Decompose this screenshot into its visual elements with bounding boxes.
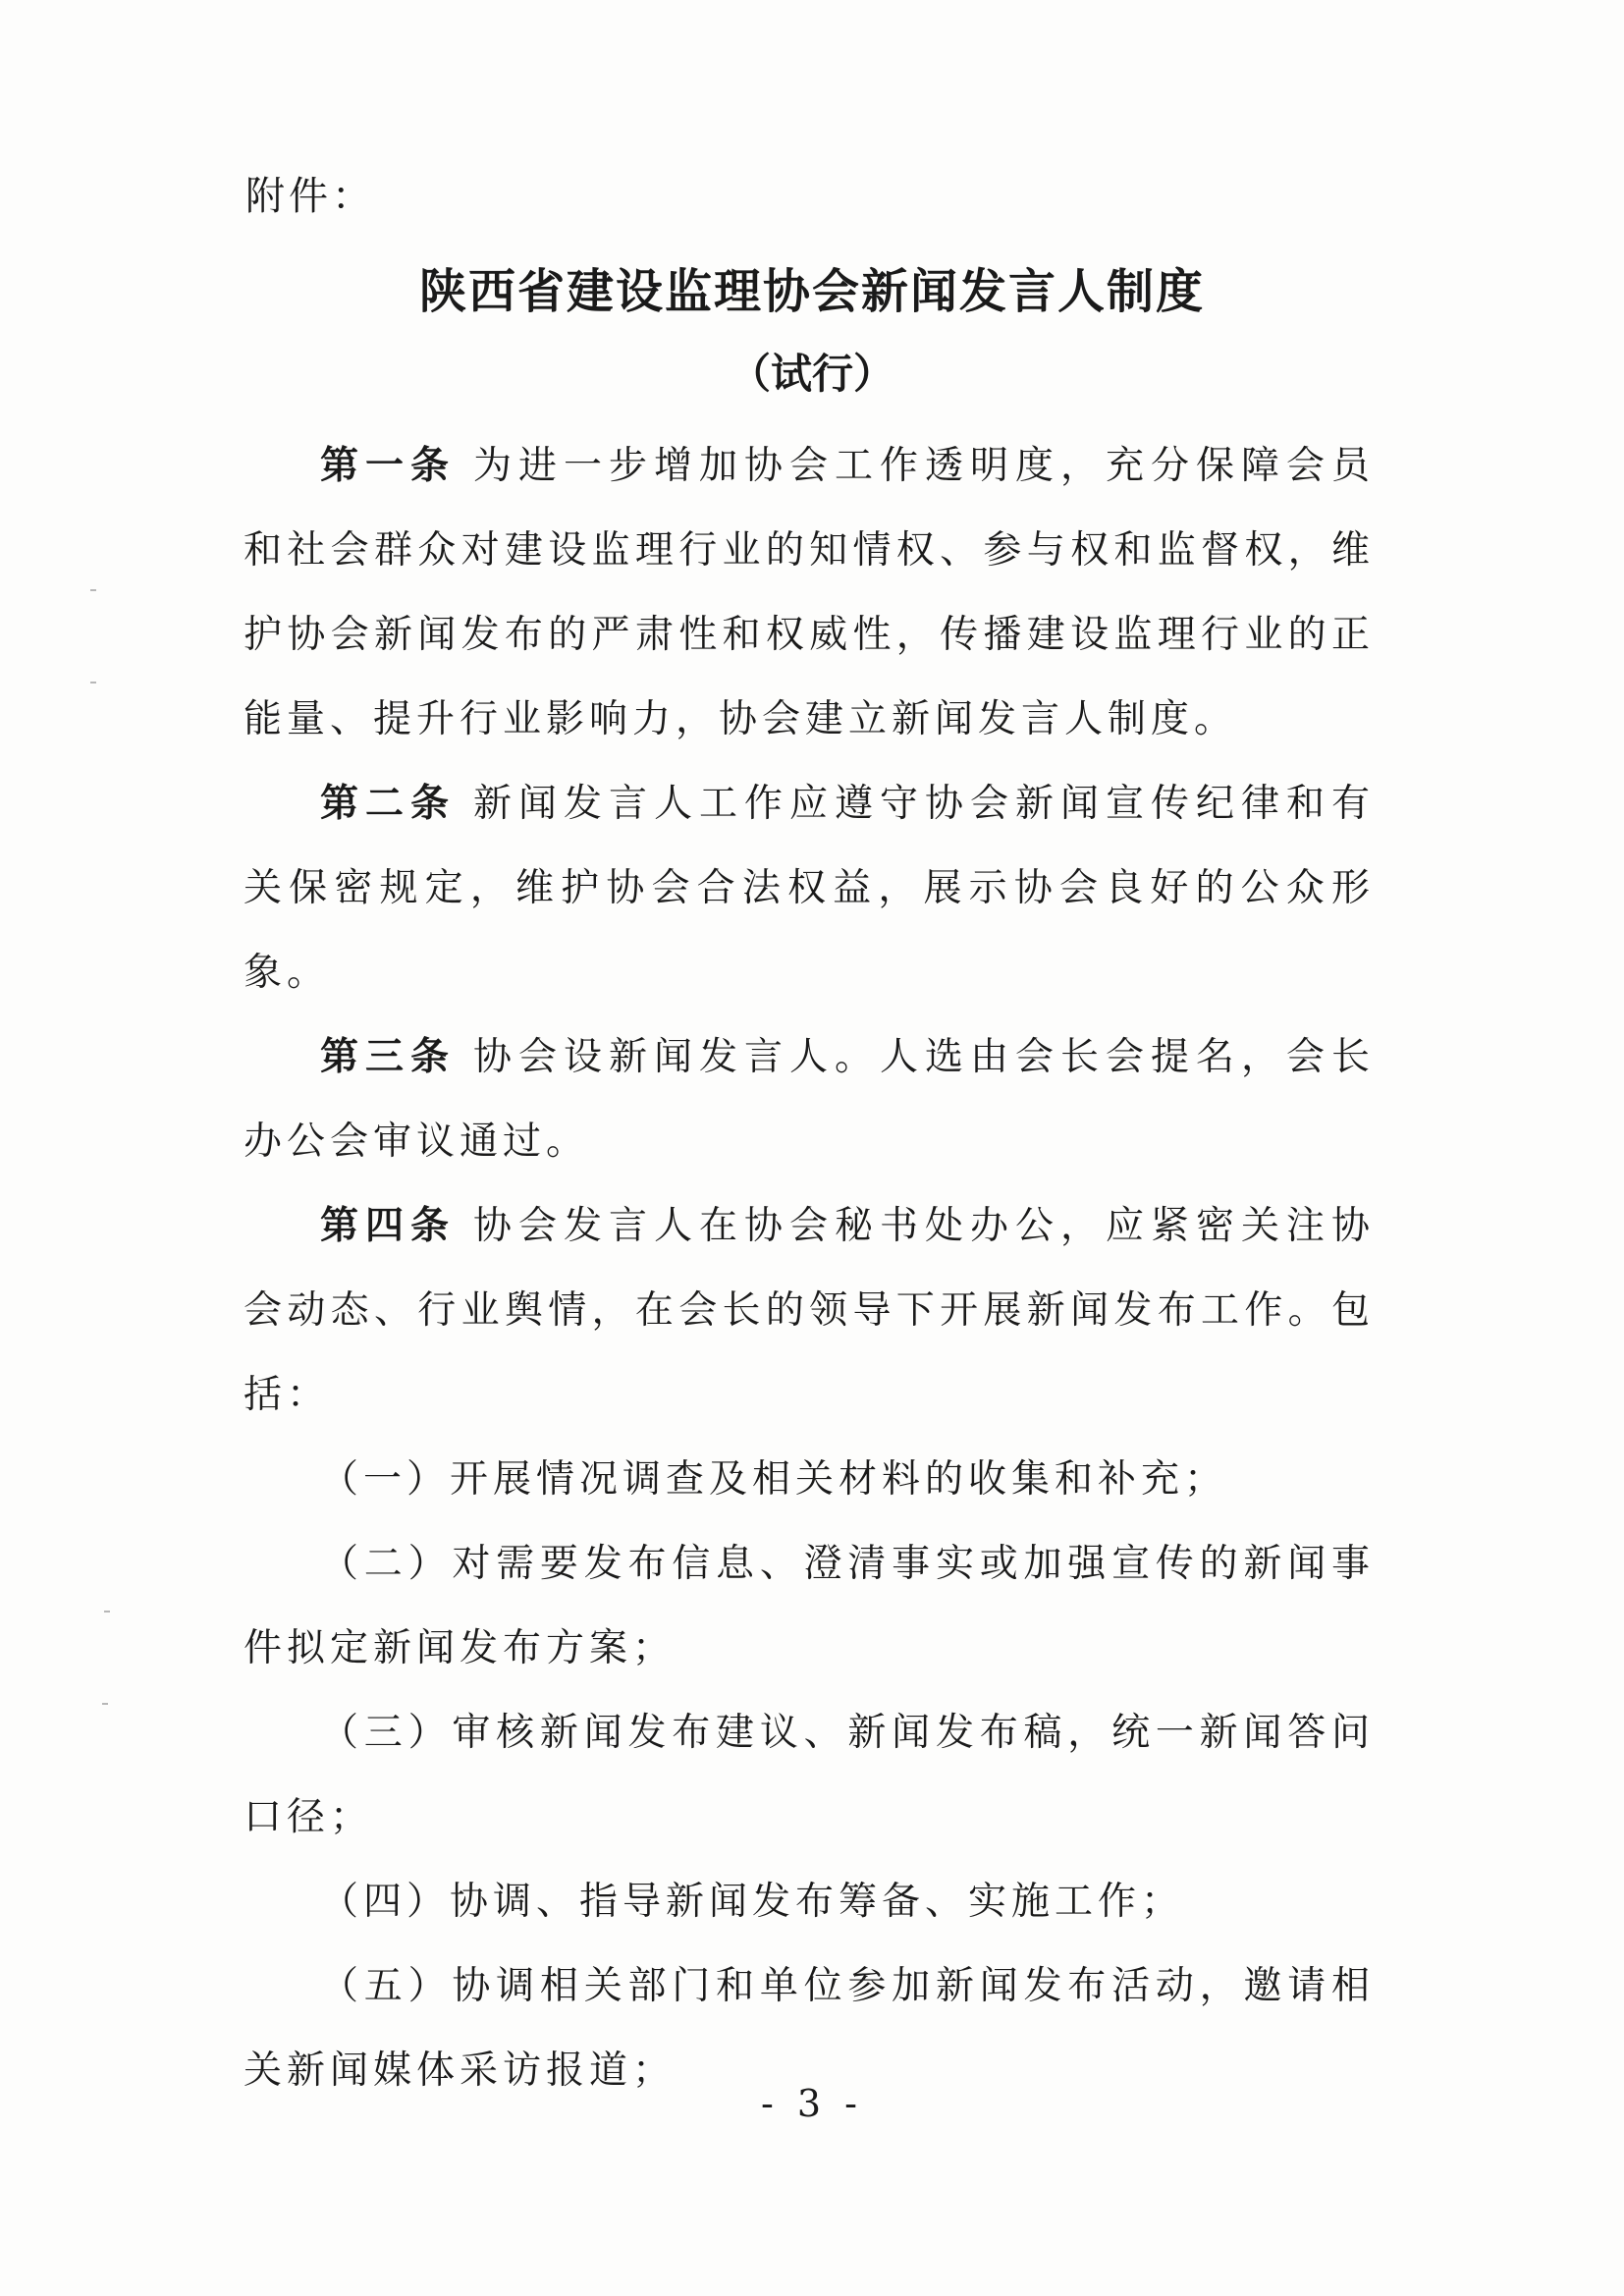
scan-speck	[102, 1703, 108, 1705]
scan-speck	[104, 1611, 110, 1613]
list-item: （三）审核新闻发布建议、新闻发布稿，统一新闻答问口径；	[244, 1711, 1375, 1839]
list-item: （四）协调、指导新闻发布筹备、实施工作；	[320, 1880, 1185, 1924]
document-subtitle: （试行）	[729, 350, 894, 398]
article-text: 协会设新闻发言人。人选由会长会提名，会长办公会审议通过。	[244, 1035, 1375, 1164]
list-item: （五）协调相关部门和单位参加新闻发布活动，邀请相关新闻媒体采访报道；	[244, 1964, 1375, 2093]
page-number: - 3 -	[760, 2082, 863, 2125]
article-number: 第二条	[320, 782, 456, 826]
article-number: 第一条	[320, 444, 456, 488]
article-3	[244, 1015, 1375, 1184]
attachment-label: 附件：	[245, 174, 375, 219]
document-body	[244, 424, 1375, 2113]
article-2	[244, 762, 1375, 1015]
scan-speck	[90, 682, 96, 683]
document-title: 陕西省建设监理协会新闻发言人制度	[418, 264, 1205, 319]
article-number: 第四条	[320, 1204, 456, 1248]
list-item: （一）开展情况调查及相关材料的收集和补充；	[320, 1457, 1228, 1502]
article-text: 新闻发言人工作应遵守协会新闻宣传纪律和有关保密规定，维护协会合法权益，展示协会良好的公众形象。	[244, 782, 1375, 995]
article-number: 第三条	[320, 1035, 456, 1079]
article-text: 协会发言人在协会秘书处办公，应紧密关注协会动态、行业舆情，在会长的领导下开展新闻发布工作。包括：	[244, 1204, 1375, 1417]
list-item: （二）对需要发布信息、澄清事实或加强宣传的新闻事件拟定新闻发布方案；	[244, 1542, 1375, 1670]
article-text: 为进一步增加协会工作透明度，充分保障会员和社会群众对建设监理行业的知情权、参与权和监督权，维护协会新闻发布的严肃性和权威性，传播建设监理行业的正能量、提升行业影响力，协会建立新闻发言人制度。	[244, 444, 1375, 741]
scan-speck	[90, 589, 96, 591]
article-1	[244, 424, 1375, 762]
article-4	[244, 1184, 1375, 1438]
